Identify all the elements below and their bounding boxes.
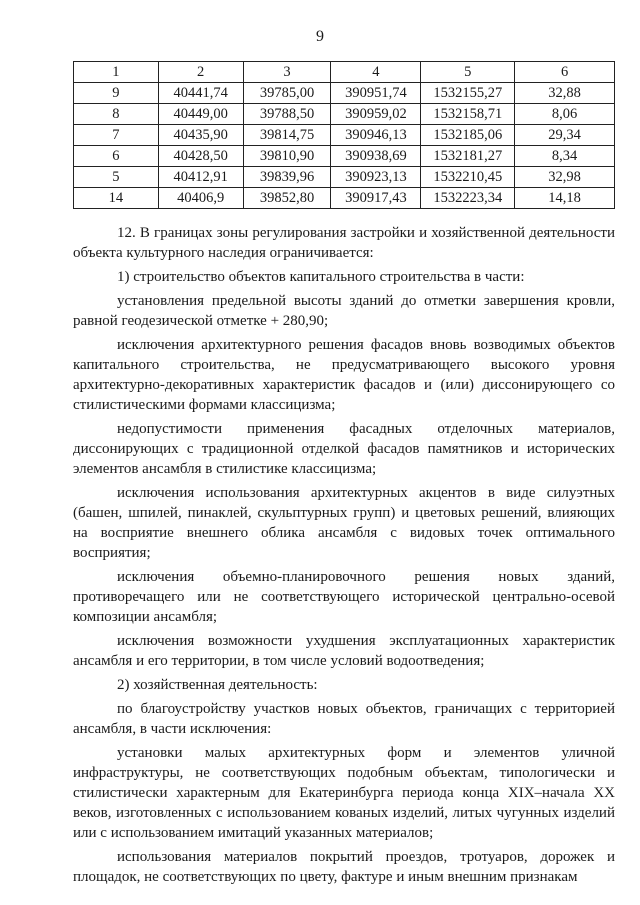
document-body xyxy=(73,223,615,887)
table-cell: 390946,13 xyxy=(331,125,421,146)
table-cell: 1532210,45 xyxy=(421,167,515,188)
table-cell: 6 xyxy=(74,146,159,167)
table-cell: 40428,50 xyxy=(158,146,243,167)
table-header-cell: 3 xyxy=(243,62,331,83)
table-cell: 40441,74 xyxy=(158,83,243,104)
table-cell: 32,88 xyxy=(515,83,615,104)
table-header-cell: 1 xyxy=(74,62,159,83)
table-cell: 39839,96 xyxy=(243,167,331,188)
table-header-row xyxy=(74,62,615,83)
architectural-accents-paragraph: исключения использования архитектурных акцентов в виде силуэтных (башен, шпилей, пинаклей, скульптурных групп) и цветовых решений, влияющих на восприятие внешнего облика ансамбля с видовых точек оптимального восприятия; xyxy=(73,485,615,561)
table-cell: 7 xyxy=(74,125,159,146)
pavement-materials-paragraph: использования материалов покрытий проездов, тротуаров, дорожек и площадок, не соответствующих по цвету, фактуре и иным внешним признакам xyxy=(73,849,615,885)
table-cell: 40449,00 xyxy=(158,104,243,125)
table-cell: 8 xyxy=(74,104,159,125)
table-cell: 1532158,71 xyxy=(421,104,515,125)
table-cell: 39785,00 xyxy=(243,83,331,104)
table-cell: 390917,43 xyxy=(331,188,421,209)
table-cell: 390923,13 xyxy=(331,167,421,188)
table-cell: 1532181,27 xyxy=(421,146,515,167)
small-forms-paragraph: установки малых архитектурных форм и элементов уличной инфраструктуры, не соответствующих подобным объектам, типологически и стилистически характерным для Екатеринбурга периода конца XIX–начала XX веков, изготовленных с использованием кованых изделий, литых чугунных изделий или с использованием имитаций указанных материалов; xyxy=(73,745,615,841)
table-cell: 8,06 xyxy=(515,104,615,125)
table-cell: 39852,80 xyxy=(243,188,331,209)
table-row xyxy=(74,104,615,125)
table-cell: 9 xyxy=(74,83,159,104)
table-row xyxy=(74,146,615,167)
table-cell: 39810,90 xyxy=(243,146,331,167)
table-cell: 14 xyxy=(74,188,159,209)
table-cell: 8,34 xyxy=(515,146,615,167)
item-economic-activity: 2) хозяйственная деятельность: xyxy=(117,677,318,693)
table-cell: 14,18 xyxy=(515,188,615,209)
table-cell: 390951,74 xyxy=(331,83,421,104)
table-cell: 40406,9 xyxy=(158,188,243,209)
table-header-cell: 6 xyxy=(515,62,615,83)
item-construction: 1) строительство объектов капитального строительства в части: xyxy=(117,269,525,285)
table-cell: 390959,02 xyxy=(331,104,421,125)
table-cell: 1532185,06 xyxy=(421,125,515,146)
table-cell: 29,34 xyxy=(515,125,615,146)
finishing-materials-paragraph: недопустимости применения фасадных отделочных материалов, диссонирующих с традиционной отделкой фасадов памятников и исторических элементов ансамбля в стилистике классицизма; xyxy=(73,421,615,477)
table-cell: 40412,91 xyxy=(158,167,243,188)
height-limit-paragraph: установления предельной высоты зданий до отметки завершения кровли, равной геодезической отметке + 280,90; xyxy=(73,293,615,329)
facade-design-paragraph: исключения архитектурного решения фасадов вновь возводимых объектов капитального строительства, не предусматривающего высокого уровня архитектурно-декоративных характеристик фасадов и (или) диссонирующего со стилистическими формами классицизма; xyxy=(73,337,615,413)
landscaping-paragraph: по благоустройству участков новых объектов, граничащих с территорией ансамбля, в части исключения: xyxy=(73,701,615,737)
clause-12: 12. В границах зоны регулирования застройки и хозяйственной деятельности объекта культурного наследия ограничивается: xyxy=(73,225,615,261)
table-header-cell: 5 xyxy=(421,62,515,83)
space-planning-paragraph: исключения объемно-планировочного решения новых зданий, противоречащего или не соответствующего исторической центрально-осевой композиции ансамбля; xyxy=(73,569,615,625)
table-cell: 39814,75 xyxy=(243,125,331,146)
table-header-cell: 4 xyxy=(331,62,421,83)
coordinates-table xyxy=(73,61,615,209)
table-row xyxy=(74,188,615,209)
coordinates-table-body xyxy=(74,62,615,209)
table-cell: 39788,50 xyxy=(243,104,331,125)
table-cell: 390938,69 xyxy=(331,146,421,167)
table-header-cell: 2 xyxy=(158,62,243,83)
table-row xyxy=(74,125,615,146)
table-cell: 1532155,27 xyxy=(421,83,515,104)
page-number: 9 xyxy=(316,28,324,45)
table-cell: 32,98 xyxy=(515,167,615,188)
table-row xyxy=(74,167,615,188)
operational-characteristics-paragraph: исключения возможности ухудшения эксплуатационных характеристик ансамбля и его территории, в том числе условий водоотведения; xyxy=(73,633,615,669)
table-cell: 1532223,34 xyxy=(421,188,515,209)
table-row xyxy=(74,83,615,104)
table-cell: 40435,90 xyxy=(158,125,243,146)
table-cell: 5 xyxy=(74,167,159,188)
